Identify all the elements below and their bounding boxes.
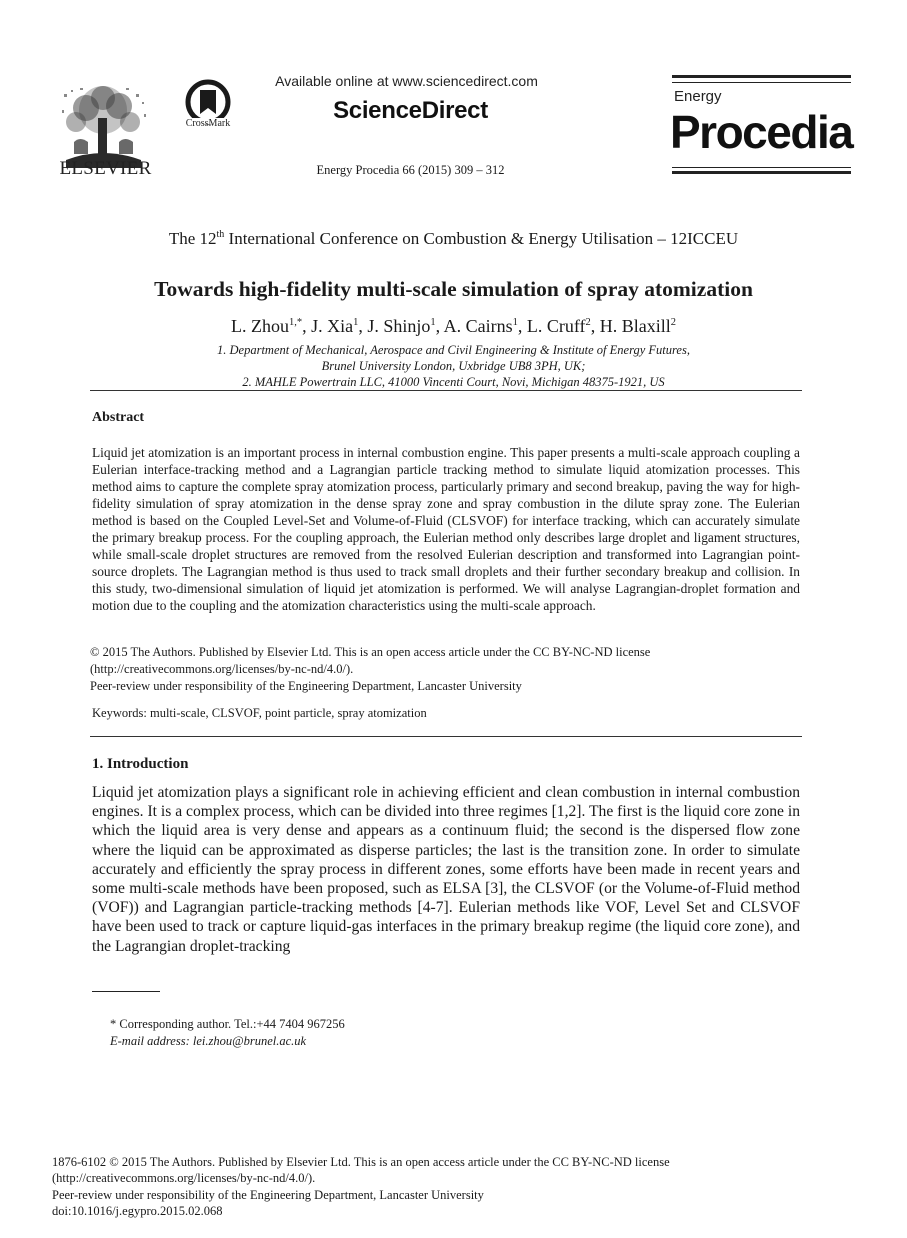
author: J. Shinjo$^1$,	[367, 316, 444, 336]
license-link[interactable]: (http://creativecommons.org/licenses/by-nc-nd/4.0/).	[90, 662, 354, 676]
section-divider	[90, 736, 802, 737]
footer-issn-copyright: 1876-6102 © 2015 The Authors. Published by Elsevier Ltd. This is an open access article under the CC BY-NC-ND license	[52, 1155, 670, 1169]
author: L. Zhou$^{1,*}$,	[230, 316, 312, 336]
keywords: Keywords: multi-scale, CLSVOF, point particle, spray atomization	[92, 706, 427, 720]
author-list	[0, 316, 907, 337]
journal-logo-rule	[672, 167, 851, 168]
affiliation-1-address: Brunel University London, Uxbridge UB8 3PH, UK;	[321, 359, 586, 373]
peer-review-note: Peer-review under responsibility of the Engineering Department, Lancaster University	[90, 679, 522, 693]
journal-logo-rule	[672, 82, 851, 83]
journal-logo-rule	[672, 171, 851, 174]
affiliation-2: 2. MAHLE Powertrain LLC, 41000 Vincenti Court, Novi, Michigan 48375-1921, US	[242, 375, 665, 389]
affiliation-1: 1. Department of Mechanical, Aerospace and Civil Engineering & Institute of Energy Futures,	[217, 343, 690, 357]
author: J. Xia$^1$,	[311, 316, 368, 336]
crossmark-label: CrossMark	[185, 118, 231, 129]
journal-logo-energy: Energy	[674, 88, 722, 105]
email-link[interactable]: lei.zhou@brunel.ac.uk	[189, 1034, 307, 1048]
footer-doi[interactable]: doi:10.1016/j.egypro.2015.02.068	[52, 1204, 223, 1218]
paper-title: Towards high-fidelity multi-scale simulation of spray atomization	[154, 277, 753, 301]
journal-reference: Energy Procedia 66 (2015) 309 – 312	[316, 163, 505, 177]
introduction-body: Liquid jet atomization plays a significant role in achieving efficient and clean combustion in internal combustion engines. It is a complex process, which can be divided into three regimes [1,2]. The first is the liquid core zone in which the liquid area is very dense and appears as a continuum fluid; the second is the dispersed flow zone where the liquid can be approximated as disperse particles; the last is the transition zone. In order to simulate accurately and efficiently the spray process in different zones, some efforts have been made in recent years and some multi-scale methods have been proposed, such as ELSA [3], the CLSVOF (or the Volume-of-Fluid method (VOF)) and Lagrangian particle-tracking methods [4-7]. Eulerian methods like VOF, Level Set and CLSVOF have been used to track or capture liquid-gas interfaces in the primary breakup regime (the liquid core zone), and the Lagrangian droplet-tracking	[92, 784, 800, 955]
footnote-rule	[92, 991, 160, 992]
available-online-text: Available online at www.sciencedirect.com	[275, 73, 538, 89]
journal-logo-procedia: Procedia	[670, 106, 853, 158]
author: L. Cruff$^2$,	[526, 316, 600, 336]
conference-name: The 12th International Conference on Combustion & Energy Utilisation – 12ICCEU	[168, 229, 739, 248]
copyright-notice: © 2015 The Authors. Published by Elsevier Ltd. This is an open access article under the CC BY-NC-ND license	[90, 645, 651, 659]
author: H. Blaxill$^2$	[599, 316, 677, 336]
footer-peer-review: Peer-review under responsibility of the Engineering Department, Lancaster University	[52, 1188, 484, 1202]
elsevier-wordmark: ELSEVIER	[59, 158, 152, 179]
corresponding-author-note: * Corresponding author. Tel.:+44 7404 967256	[110, 1017, 345, 1031]
abstract-heading: Abstract	[92, 410, 145, 425]
introduction-heading: 1. Introduction	[92, 756, 189, 772]
journal-logo-rule	[672, 75, 851, 78]
sciencedirect-logo: ScienceDirect	[333, 97, 488, 124]
author: A. Cairns$^1$,	[443, 316, 527, 336]
abstract-body: Liquid jet atomization is an important process in internal combustion engine. This paper presents a multi-scale approach coupling a Eulerian interface-tracking method and a Lagrangian particle tracking method to simulate liquid atomization processes. This method aims to capture the complete spray atomization process, particularly primary and second breakup, paving the way for high-fidelity simulation of spray atomization in the dense spray zone and spray combustion in the dilute spray zone. The Eulerian method is based on the Coupled Level-Set and Volume-of-Fluid (CLSVOF) for interface tracking, which can accurately simulate the primary breakup process. For the coupling approach, the Eulerian method only describes large droplet and ligament structures, while small-scale droplet structures are removed from the resolved Eulerian description and transformed into Lagrangian point-source droplets. The Lagrangian method is thus used to track small droplets and their further secondary breakup and collision. In this study, two-dimensional simulation of liquid jet atomization is performed. We will analyse Lagrangian-droplet formation and motion due to the coupling and the atomization characteristics using the multi-scale approach.	[92, 445, 800, 614]
email-note: E-mail address: lei.zhou@brunel.ac.uk	[110, 1034, 307, 1048]
footer-license-link[interactable]: (http://creativecommons.org/licenses/by-nc-nd/4.0/).	[52, 1171, 316, 1185]
section-divider	[90, 390, 802, 391]
